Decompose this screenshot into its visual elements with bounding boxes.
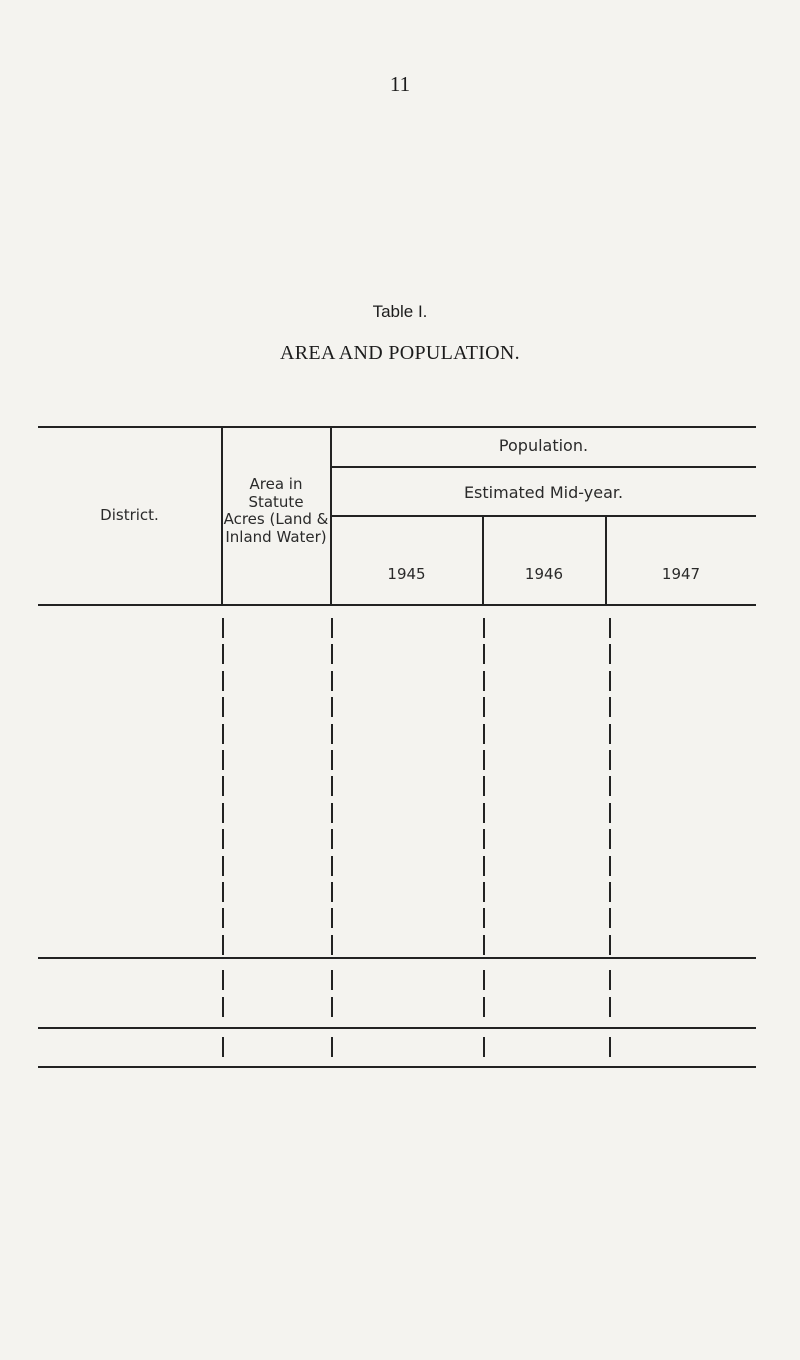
column-divider bbox=[609, 618, 611, 638]
column-divider bbox=[222, 644, 224, 664]
header-year-1947: 1947 bbox=[661, 565, 701, 583]
table-bottom-rule bbox=[38, 1066, 756, 1068]
column-divider bbox=[222, 997, 224, 1017]
column-divider bbox=[222, 970, 224, 990]
column-divider bbox=[331, 1037, 333, 1057]
column-divider bbox=[609, 776, 611, 796]
header-district: District. bbox=[100, 506, 159, 524]
header-area-line-3: Inland Water) bbox=[225, 528, 327, 547]
totals-bottom-rule bbox=[38, 1027, 756, 1029]
table-row bbox=[38, 880, 758, 906]
header-area bbox=[222, 476, 330, 547]
column-divider bbox=[483, 829, 485, 849]
column-divider bbox=[222, 935, 224, 955]
column-divider bbox=[331, 970, 333, 990]
column-divider bbox=[222, 697, 224, 717]
header-divider-1946 bbox=[605, 516, 607, 604]
table-row bbox=[38, 854, 758, 880]
column-divider bbox=[483, 618, 485, 638]
column-divider bbox=[483, 997, 485, 1017]
column-divider bbox=[609, 750, 611, 770]
table-row bbox=[38, 642, 758, 668]
header-divider-1945 bbox=[482, 516, 484, 604]
column-divider bbox=[483, 803, 485, 823]
column-divider bbox=[331, 882, 333, 902]
header-estimated: Estimated Mid-year. bbox=[463, 483, 624, 502]
total-row bbox=[38, 968, 758, 994]
column-divider bbox=[483, 724, 485, 744]
column-divider bbox=[483, 776, 485, 796]
estimated-underline bbox=[330, 515, 756, 517]
page-number: 11 bbox=[389, 72, 411, 96]
table-row bbox=[38, 748, 758, 774]
column-divider bbox=[331, 750, 333, 770]
header-year-1946: 1946 bbox=[524, 565, 564, 583]
column-divider bbox=[609, 671, 611, 691]
header-area-line-1: Area in Statute bbox=[248, 475, 304, 511]
column-divider bbox=[483, 644, 485, 664]
column-divider bbox=[331, 997, 333, 1017]
column-divider bbox=[331, 829, 333, 849]
column-divider bbox=[483, 935, 485, 955]
column-divider bbox=[331, 671, 333, 691]
column-divider bbox=[609, 856, 611, 876]
column-divider bbox=[222, 724, 224, 744]
population-underline bbox=[330, 466, 756, 468]
column-divider bbox=[222, 882, 224, 902]
column-divider bbox=[483, 671, 485, 691]
table-title: Table I. bbox=[372, 302, 428, 321]
column-divider bbox=[483, 697, 485, 717]
column-divider bbox=[609, 997, 611, 1017]
section-heading-row bbox=[38, 616, 758, 642]
column-divider bbox=[331, 935, 333, 955]
column-divider bbox=[331, 697, 333, 717]
header-area-line-2: Acres (Land & bbox=[223, 510, 329, 529]
column-divider bbox=[483, 1037, 485, 1057]
table-row bbox=[38, 933, 758, 959]
grand-total-row bbox=[38, 1035, 758, 1061]
column-divider bbox=[331, 776, 333, 796]
column-divider bbox=[483, 970, 485, 990]
table-row bbox=[38, 722, 758, 748]
table-row bbox=[38, 906, 758, 932]
column-divider bbox=[222, 776, 224, 796]
column-divider bbox=[222, 671, 224, 691]
body-bottom-rule bbox=[38, 957, 756, 959]
table-row bbox=[38, 801, 758, 827]
table-row bbox=[38, 695, 758, 721]
column-divider bbox=[609, 935, 611, 955]
column-divider bbox=[222, 856, 224, 876]
column-divider bbox=[609, 644, 611, 664]
column-divider bbox=[483, 882, 485, 902]
section-heading-row bbox=[38, 827, 758, 853]
table-top-rule bbox=[38, 426, 756, 428]
column-divider bbox=[331, 803, 333, 823]
table-row bbox=[38, 774, 758, 800]
column-divider bbox=[222, 803, 224, 823]
header-year-1945: 1945 bbox=[387, 565, 426, 583]
column-divider bbox=[483, 856, 485, 876]
column-divider bbox=[331, 644, 333, 664]
total-row bbox=[38, 995, 758, 1021]
column-divider bbox=[483, 908, 485, 928]
column-divider bbox=[331, 856, 333, 876]
column-divider bbox=[609, 882, 611, 902]
column-divider bbox=[222, 908, 224, 928]
column-divider bbox=[609, 724, 611, 744]
column-divider bbox=[609, 803, 611, 823]
table-row bbox=[38, 669, 758, 695]
column-divider bbox=[222, 1037, 224, 1057]
column-divider bbox=[483, 750, 485, 770]
header-population: Population. bbox=[498, 436, 589, 455]
column-divider bbox=[331, 618, 333, 638]
header-bottom-rule bbox=[38, 604, 756, 606]
column-divider bbox=[609, 970, 611, 990]
column-divider bbox=[222, 750, 224, 770]
column-divider bbox=[222, 618, 224, 638]
column-divider bbox=[331, 908, 333, 928]
column-divider bbox=[331, 724, 333, 744]
column-divider bbox=[609, 908, 611, 928]
column-divider bbox=[222, 829, 224, 849]
table-subtitle: AREA AND POPULATION. bbox=[280, 342, 520, 364]
column-divider bbox=[609, 1037, 611, 1057]
column-divider bbox=[609, 829, 611, 849]
column-divider bbox=[609, 697, 611, 717]
